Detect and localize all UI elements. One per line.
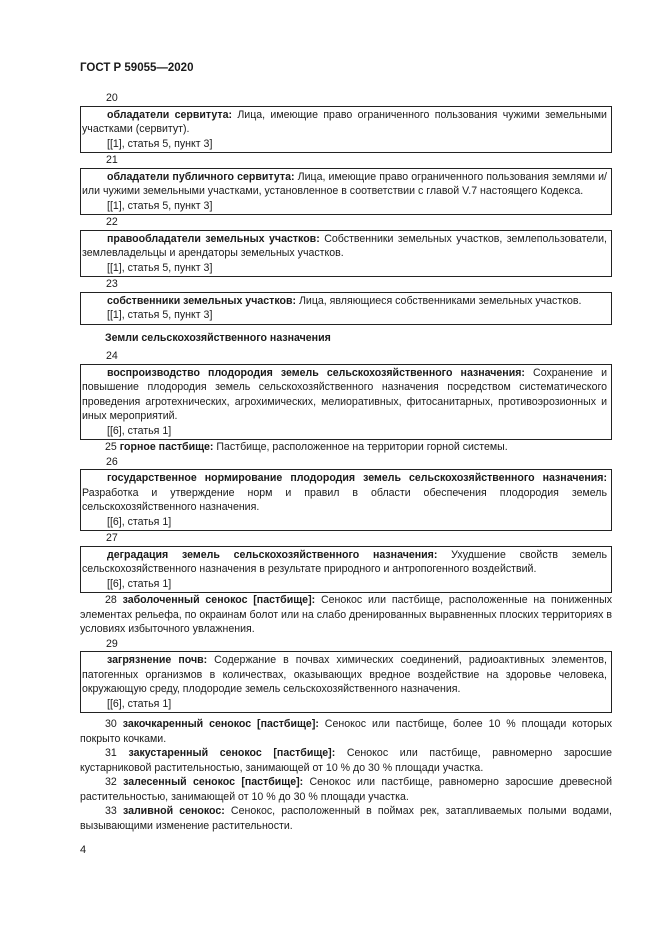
entry-number: 23 [106,278,118,290]
entry-number: 24 [106,350,118,362]
entry-number: 26 [106,455,118,468]
definition-text: Сенокос или пастбище, равномерно заросшие кустарниковой растительностью, занимающей от 10 % до 30 % площади участка. [80,747,612,774]
term: деградация земель сельскохозяйственного назначения: [107,548,438,561]
entry-number: 25 [105,441,117,453]
definition-text: Лица, являющиеся собственниками земельных участков. [296,294,582,307]
plain-entry [80,804,612,833]
term: собственники земельных участков: [107,294,296,307]
term: закочкаренный сенокос [пастбище]: [122,718,319,730]
plain-entry [80,593,612,637]
definition-text: Пастбище, расположенное на территории горной системы. [213,441,508,453]
source-ref: [[1], статья 5, пункт 3] [107,261,213,274]
definition [82,294,607,309]
definition [82,471,607,515]
term: обладатели сервитута: [107,108,232,121]
entry-number: 32 [105,776,117,788]
definition-text: Сенокос или пастбище, равномерно заросшие древесной растительностью, занимающей от 10 % до 30 % площади участка. [80,776,612,803]
source-ref: [[6], статья 1] [107,424,172,437]
term: заболоченный сенокос [пастбище]: [122,594,316,606]
definition-text: Разработка и утверждение норм и правил в области обеспечения плодородия земель сельскохозяйственного назначения. [82,486,607,513]
page-number: 4 [80,844,87,856]
entry-number: 29 [106,637,118,650]
definition [82,232,607,261]
terms-list [80,91,612,833]
definition-text: Сенокос или пастбище, расположенные на пониженных элементах рельефа, по окраинам болот или на слабо дренированных выравненных плоских территориях в условиях избыточного увлажнения. [80,594,612,635]
term: закустаренный сенокос [пастбище]: [128,747,336,759]
definition [82,108,607,137]
term-box [80,106,612,154]
term: горное пастбище: [119,441,214,453]
definition-text: Собственники земельных участков, землепользователи, землевладельцы и арендаторы земельных участков. [82,232,607,259]
entry-number: 22 [106,216,118,228]
definition-text: Ухудшение свойств земель сельскохозяйственного назначения в результате природного и антропогенного воздействий. [82,548,607,575]
term-box [80,469,612,531]
definition [82,170,607,199]
term-box [80,546,612,594]
source-ref: [[1], статья 5, пункт 3] [107,309,213,321]
term-box [80,230,612,278]
definition-text: Лица, имеющие право ограниченного пользования землями и/или чужими земельными участками, установленное в соответствии с главой V.7 настоящего Кодекса. [82,170,607,197]
term-box [80,651,612,713]
entry-number: 28 [105,594,117,606]
definition [82,653,607,697]
entry-number: 20 [106,92,118,104]
definition [82,366,607,424]
entry-number: 21 [106,154,118,166]
source-ref: [[6], статья 1] [107,515,172,528]
entry-number: 33 [105,805,117,817]
definition-text: Лица, имеющие право ограниченного пользования чужими земельными участками (сервитут). [82,108,607,135]
definition-text: Сохранение и повышение плодородия земель сельскохозяйственного назначения посредством систематического проведения агротехнических, агрохимических, мелиоративных, фитосанитарных, противоэрозионных и иных мероприятий. [82,366,607,422]
entry-number: 31 [105,747,117,759]
plain-entry [80,775,612,804]
plain-entry [80,717,612,746]
source-ref: [[1], статья 5, пункт 3] [107,199,213,212]
plain-entry [80,440,612,455]
source-ref: [[1], статья 5, пункт 3] [107,137,213,150]
term-box [80,364,612,441]
term: правообладатели земельных участков: [107,232,320,245]
section-title: Земли сельскохозяйственного назначения [105,331,331,344]
term: государственное нормирование плодородия земель сельскохозяйственного назначения: [107,472,607,484]
definition-text: Сенокос или пастбище, более 10 % площади которых покрыто кочками. [80,718,613,745]
term: загрязнение почв: [107,654,208,666]
term: обладатели публичного сервитута: [107,170,295,183]
term: заливной сенокос: [122,805,225,817]
term: воспроизводство плодородия земель сельскохозяйственного назначения: [107,366,525,379]
definition-text: Содержание в почвах химических соединений, радиоактивных элементов, патогенных организмов в количествах, оказывающих вредное воздействие на здоровье человека, окружающую среду, плодородие земель сельскохозяйственного назначения. [82,654,607,695]
document-header: ГОСТ Р 59055—2020 [80,62,194,74]
term: залесенный сенокос [пастбище]: [123,776,304,788]
definition-text: Сенокос, расположенный в поймах рек, затапливаемых полыми водами, вызывающими изменение растительности. [80,805,612,832]
plain-entry [80,746,612,775]
entry-number: 30 [105,718,117,730]
entry-number: 27 [106,532,118,544]
term-box [80,168,612,216]
source-ref: [[6], статья 1] [107,697,172,710]
definition [82,548,607,577]
source-ref: [[6], статья 1] [107,577,172,590]
term-box [80,292,612,325]
